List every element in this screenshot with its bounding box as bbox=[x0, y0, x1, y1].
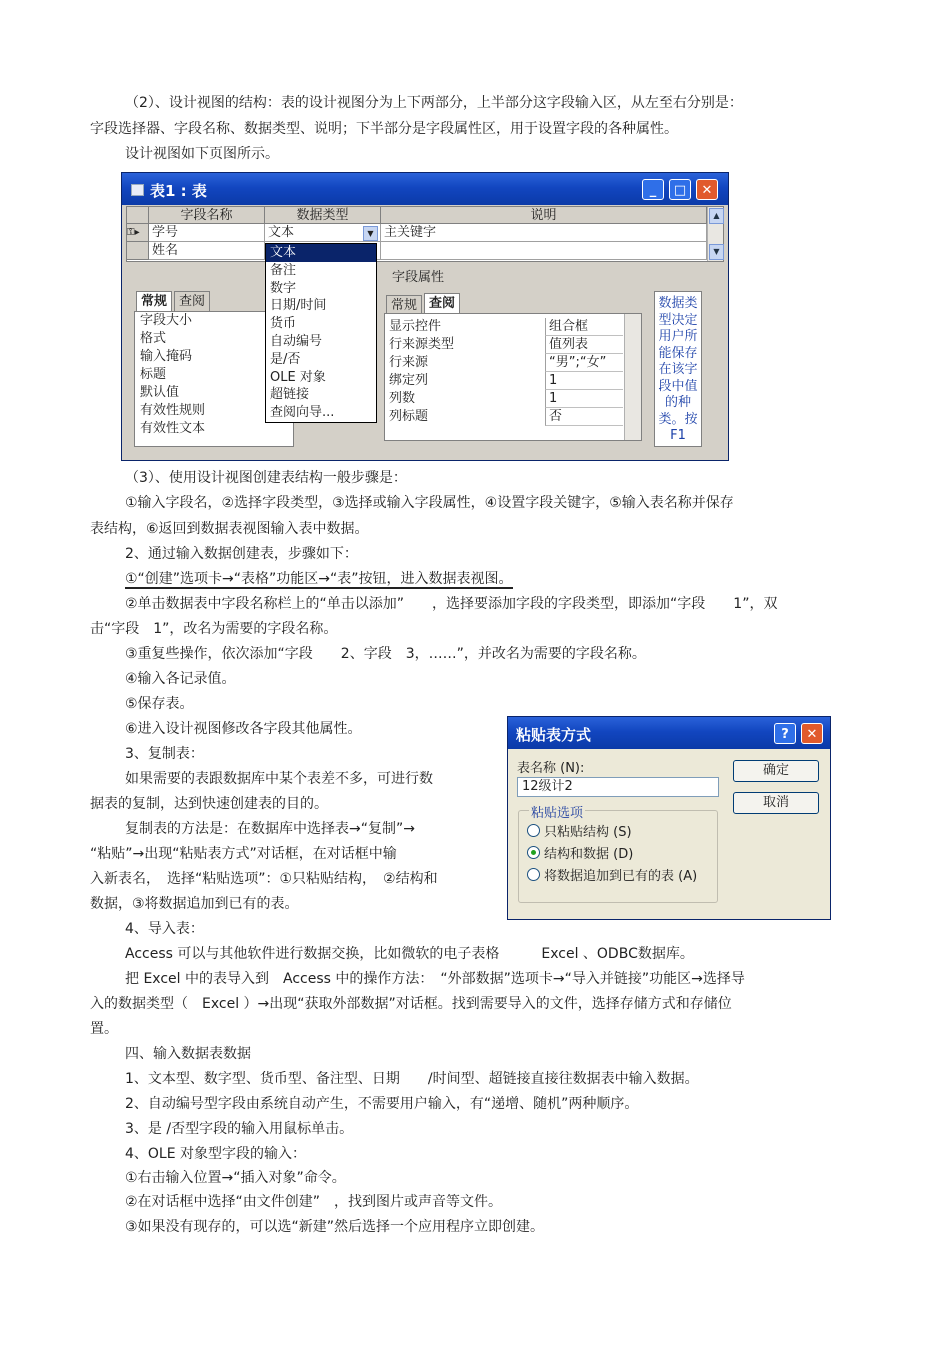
field-name-cell[interactable]: 学号 bbox=[149, 224, 265, 242]
property-label[interactable]: 字段大小 bbox=[140, 313, 193, 328]
paragraph: 2、通过输入数据创建表，步骤如下： bbox=[125, 546, 358, 562]
property-label: 绑定列 bbox=[389, 373, 429, 388]
dropdown-option[interactable]: OLE 对象 bbox=[270, 369, 326, 385]
row-selector[interactable] bbox=[127, 242, 149, 260]
property-label: 显示控件 bbox=[389, 319, 442, 334]
property-row[interactable] bbox=[385, 354, 625, 372]
paragraph: ③如果没有现存的，可以选“新建”然后选择一个应用程序立即创建。 bbox=[125, 1219, 545, 1235]
paragraph: 据表的复制，达到快速创建表的目的。 bbox=[90, 796, 328, 812]
radio-selected-icon[interactable] bbox=[527, 846, 540, 859]
property-label: 列数 bbox=[389, 391, 416, 406]
paragraph: 数据，③将数据追加到已有的表。 bbox=[90, 896, 299, 912]
property-label[interactable]: 格式 bbox=[140, 331, 167, 346]
close-button[interactable]: ✕ bbox=[801, 723, 823, 744]
paragraph: 2、自动编号型字段由系统自动产生，不需要用户输入，有“递增、随机”两种顺序。 bbox=[125, 1096, 639, 1112]
paragraph: 入的数据类型（ Excel ）→出现“获取外部数据”对话框。找到需要导入的文件，选择存储方式和存储位 bbox=[90, 996, 732, 1012]
paragraph: 4、OLE 对象型字段的输入： bbox=[125, 1146, 307, 1162]
field-name-header: 字段名称 bbox=[149, 207, 265, 224]
chevron-down-icon[interactable]: ▼ bbox=[363, 226, 378, 241]
property-value[interactable]: 否 bbox=[545, 408, 623, 426]
radio-append-data[interactable] bbox=[527, 868, 697, 885]
property-value[interactable]: 值列表 bbox=[545, 336, 623, 354]
dropdown-option[interactable]: 货币 bbox=[270, 316, 297, 332]
help-button[interactable]: ? bbox=[774, 723, 796, 744]
window-titlebar bbox=[122, 173, 728, 205]
property-value[interactable]: 1 bbox=[545, 390, 623, 408]
dropdown-option[interactable]: 数字 bbox=[270, 280, 297, 296]
paragraph: （3）、使用设计视图创建表结构一般步骤是： bbox=[125, 470, 407, 486]
ok-button[interactable]: 确定 bbox=[733, 760, 819, 782]
property-scrollbar[interactable] bbox=[624, 314, 641, 440]
property-label: 行来源 bbox=[389, 355, 429, 370]
property-label[interactable]: 有效性文本 bbox=[140, 421, 206, 436]
tab-lookup[interactable]: 查阅 bbox=[424, 293, 460, 315]
data-type-header: 数据类型 bbox=[265, 207, 381, 224]
table-icon bbox=[131, 184, 144, 196]
paste-table-dialog bbox=[507, 716, 831, 920]
radio-label: 只粘贴结构 (S) bbox=[544, 825, 632, 840]
grid-scrollbar[interactable] bbox=[707, 207, 723, 261]
tab-general[interactable]: 常规 bbox=[136, 291, 172, 311]
paragraph: （2）、设计视图的结构：表的设计视图分为上下两部分，上半部分这字段输入区，从左至右分别是： bbox=[125, 95, 743, 111]
paragraph: 4、导入表： bbox=[125, 921, 204, 937]
window-title: 表1 : 表 bbox=[150, 182, 207, 200]
paragraph: 3、是 /否型字段的输入用鼠标单击。 bbox=[125, 1121, 354, 1137]
property-row[interactable] bbox=[385, 318, 625, 336]
paragraph: 复制表的方法是：在数据库中选择表→“复制”→ bbox=[125, 821, 415, 837]
field-grid bbox=[126, 206, 724, 262]
row-selector-key[interactable]: ⚿▸ bbox=[127, 224, 149, 242]
paragraph: ②在对话框中选择“由文件创建” ，找到图片或声音等文件。 bbox=[125, 1194, 503, 1210]
radio-structure-and-data[interactable] bbox=[527, 846, 633, 863]
property-row[interactable] bbox=[385, 390, 625, 408]
description-cell[interactable] bbox=[381, 242, 707, 260]
paragraph: ⑥进入设计视图修改各字段其他属性。 bbox=[125, 721, 362, 737]
selector-header bbox=[127, 207, 149, 224]
paragraph: ⑤保存表。 bbox=[125, 696, 194, 712]
property-label[interactable]: 标题 bbox=[140, 367, 167, 382]
property-value[interactable]: 组合框 bbox=[545, 318, 623, 336]
radio-structure-only[interactable] bbox=[527, 824, 632, 841]
dropdown-option[interactable]: 超链接 bbox=[270, 387, 310, 403]
help-text: 数据类型决定用户所能保存在该字段中值的种类。按 F1 bbox=[654, 291, 702, 447]
description-header: 说明 bbox=[381, 207, 707, 224]
property-value[interactable]: 1 bbox=[545, 372, 623, 390]
dropdown-option[interactable]: 文本 bbox=[266, 244, 376, 262]
property-label[interactable]: 输入掩码 bbox=[140, 349, 193, 364]
maximize-button[interactable]: □ bbox=[669, 179, 691, 200]
lookup-properties-panel bbox=[384, 289, 642, 449]
paragraph: 3、复制表： bbox=[125, 746, 204, 762]
paragraph: ①输入字段名，②选择字段类型，③选择或输入字段属性，④设置字段关键字，⑤输入表名称并保存 bbox=[125, 495, 734, 511]
scroll-up-icon[interactable]: ▲ bbox=[709, 208, 724, 224]
tab-lookup[interactable]: 查阅 bbox=[174, 291, 210, 311]
table-name-input[interactable]: 12级计2 bbox=[517, 777, 719, 797]
close-button[interactable]: ✕ bbox=[696, 179, 718, 200]
tab-general[interactable]: 常规 bbox=[386, 295, 422, 315]
paste-options-label: 粘贴选项 bbox=[529, 802, 585, 821]
data-type-cell[interactable] bbox=[265, 224, 381, 242]
paragraph: 表结构，⑥返回到数据表视图输入表中数据。 bbox=[90, 521, 369, 537]
cancel-button[interactable]: 取消 bbox=[733, 792, 819, 814]
property-value[interactable]: “男”;“女” bbox=[545, 354, 623, 372]
dialog-title: 粘贴表方式 bbox=[516, 726, 592, 744]
paragraph: 字段选择器、字段名称、数据类型、说明；下半部分是字段属性区，用于设置字段的各种属性。 bbox=[90, 121, 678, 137]
paragraph: 设计视图如下页图所示。 bbox=[125, 146, 279, 162]
paragraph: ④输入各记录值。 bbox=[125, 671, 236, 687]
paste-options-group bbox=[518, 806, 718, 903]
paragraph: 1、文本型、数字型、货币型、备注型、日期 /时间型、超链接直接往数据表中输入数据。 bbox=[125, 1071, 699, 1087]
field-name-cell[interactable]: 姓名 bbox=[149, 242, 265, 260]
data-type-dropdown[interactable] bbox=[265, 243, 377, 423]
paragraph bbox=[125, 570, 513, 588]
paragraph: “粘贴”→出现“粘贴表方式”对话框，在对话框中输 bbox=[90, 846, 397, 862]
property-label[interactable]: 默认值 bbox=[140, 385, 180, 400]
dropdown-option[interactable]: 自动编号 bbox=[270, 333, 323, 349]
paragraph: Access 可以与其他软件进行数据交换，比如微软的电子表格 Excel 、ODBC数据库。 bbox=[125, 946, 694, 962]
paragraph: ②单击数据表中字段名称栏上的“单击以添加” ，选择要添加字段的字段类型，即添加“字段 1”，双 bbox=[125, 596, 778, 612]
minimize-button[interactable]: _ bbox=[642, 179, 664, 200]
lookup-property-list bbox=[384, 313, 642, 441]
radio-label: 将数据追加到已有的表 (A) bbox=[544, 869, 698, 884]
dropdown-option[interactable]: 日期/时间 bbox=[270, 298, 327, 314]
property-label[interactable]: 有效性规则 bbox=[140, 403, 206, 418]
field-properties-label: 字段属性 bbox=[392, 270, 445, 285]
paragraph: 置。 bbox=[90, 1021, 118, 1037]
dialog-titlebar bbox=[508, 717, 830, 749]
table-design-window bbox=[121, 172, 729, 461]
radio-icon[interactable] bbox=[527, 824, 540, 837]
paragraph: ①右击输入位置→“插入对象”命令。 bbox=[125, 1170, 346, 1186]
paragraph: 如果需要的表跟数据库中某个表差不多，可进行数 bbox=[125, 771, 433, 787]
property-row[interactable] bbox=[385, 408, 625, 426]
description-cell[interactable]: 主关键字 bbox=[381, 224, 707, 242]
dropdown-option[interactable]: 备注 bbox=[270, 262, 297, 278]
radio-icon[interactable] bbox=[527, 868, 540, 881]
underlined-text: ①“创建”选项卡→“表格”功能区→“表”按钮，进入数据表视图。 bbox=[125, 571, 513, 587]
property-label: 列标题 bbox=[389, 409, 429, 424]
scroll-down-icon[interactable]: ▼ bbox=[709, 244, 724, 260]
radio-label: 结构和数据 (D) bbox=[544, 847, 634, 862]
table-name-label: 表名称 (N): bbox=[517, 761, 585, 776]
paragraph: 把 Excel 中的表导入到 Access 中的操作方法： “外部数据”选项卡→“导入并链接”功能区→选择导 bbox=[125, 971, 745, 987]
paragraph: 击“字段 1”，改名为需要的字段名称。 bbox=[90, 621, 338, 637]
property-row[interactable] bbox=[385, 336, 625, 354]
paragraph: ③重复些操作，依次添加“字段 2、字段 3，……”，并改名为需要的字段名称。 bbox=[125, 646, 646, 662]
dropdown-option[interactable]: 查阅向导... bbox=[270, 405, 335, 421]
paragraph: 入新表名， 选择“粘贴选项”：①只粘贴结构， ②结构和 bbox=[90, 871, 438, 887]
dropdown-option[interactable]: 是/否 bbox=[270, 351, 301, 367]
property-label: 行来源类型 bbox=[389, 337, 455, 352]
property-row[interactable] bbox=[385, 372, 625, 390]
paragraph: 四、输入数据表数据 bbox=[125, 1046, 251, 1062]
data-type-value: 文本 bbox=[268, 225, 295, 240]
